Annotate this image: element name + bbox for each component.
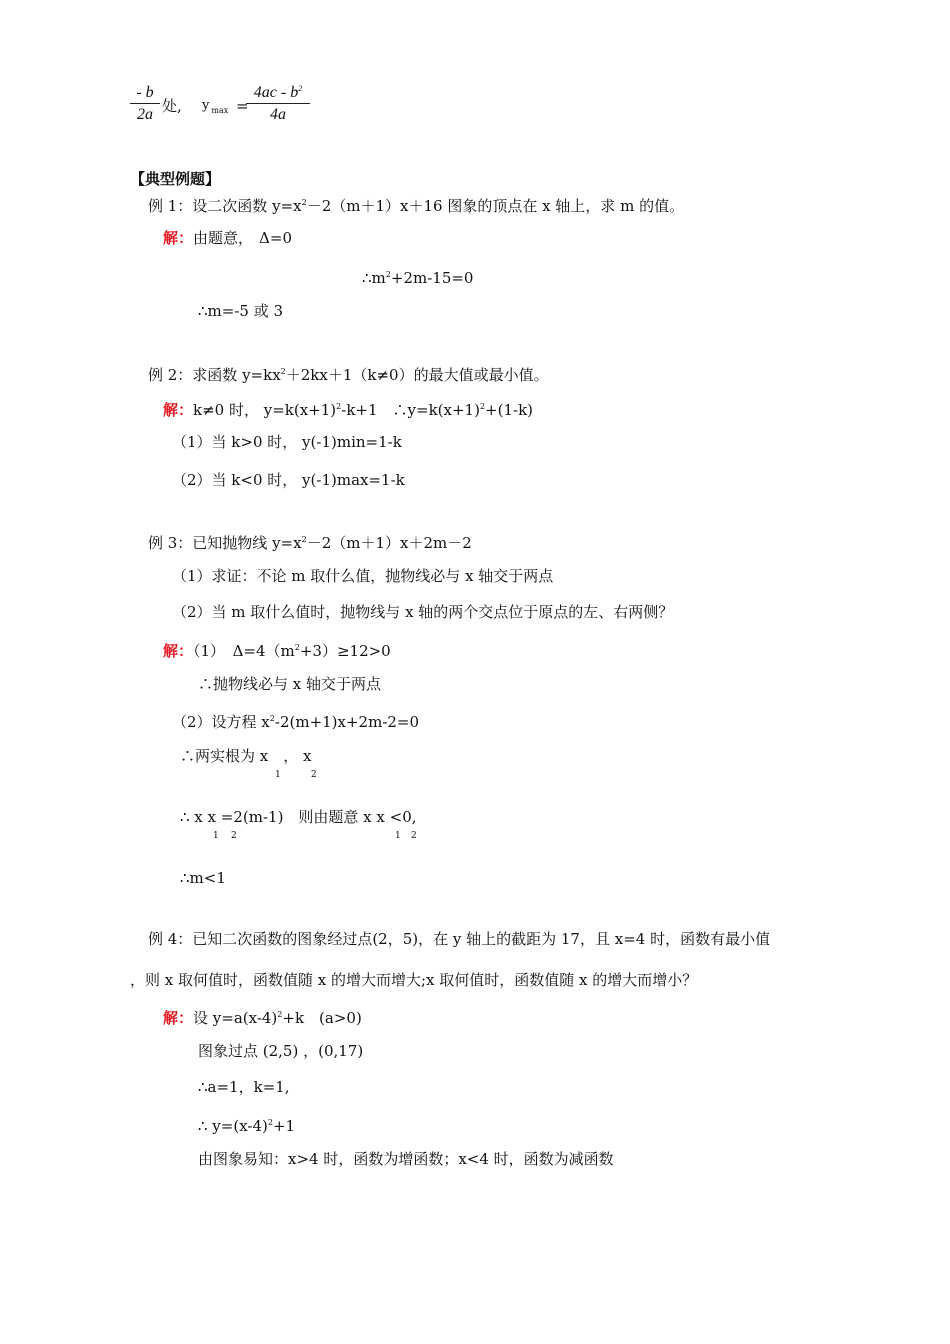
ex3-question-sup: 2 [301,535,307,544]
fraction-denominator: 2a [137,106,153,123]
ex1-line1-a: 由题意， [193,229,254,247]
chu-label: 处, [162,97,182,115]
section-title: 【典型例题】 [130,170,221,188]
ymax-sub: max [211,106,229,115]
ymax-equals: = [236,97,249,115]
ex3-a1-a: （1） [193,642,233,660]
example-3-part-2: （2）当 m 取什么值时，抛物线与 x 轴的两个交点位于原点的左、右两侧？ [172,603,674,621]
ex3-a1-c: +3）≥12>0 [299,642,391,660]
example-2-question [148,362,549,385]
ex3-a3-sup: 2 [269,714,275,723]
ex3-question-a: 例 3：已知抛物线 y=x [148,534,302,552]
example-1-solution-line-1 [163,228,292,248]
ex1-question-a: 例 1：设二次函数 y=x [148,197,302,215]
ex1-line2-a: ∴m [362,269,386,287]
delta-symbol: Δ [232,642,244,660]
ex2-question-sup: 2 [280,367,286,376]
ex2-line1-a: k≠0 时， y=k(x+1) [193,401,337,419]
subscript-2: 2 [411,831,417,841]
ex4-a1-b: +k (a>0) [282,1009,362,1027]
ex1-line1-b: =0 [269,229,292,247]
example-4-solution-line-1 [163,1005,362,1028]
ex3-a3-b: -2(m+1)x+2m-2=0 [274,713,420,731]
ex3-a3-a: （2）设方程 x [172,713,270,731]
subscript-2: 2 [231,831,237,841]
subscript-1: 1 [213,831,219,841]
fraction-numerator-sup: 2 [298,84,303,93]
example-1-question [148,193,684,216]
fraction-neg-b-over-2a [130,84,160,124]
example-3-solution-line-2: ∴抛物线必与 x 轴交于两点 [198,675,381,693]
fraction-numerator [246,84,310,104]
subscript-2: 2 [311,770,317,780]
ex4-a1-sup: 2 [277,1010,283,1019]
ex2-line1-b: -k+1 ∴y=k(x+1) [341,401,480,419]
fraction-numerator-text: 4ac - b [253,84,299,101]
ex4-a4-b: +1 [272,1117,296,1135]
example-4-solution-line-3: ∴a=1，k=1, [198,1078,290,1096]
fraction-denominator: 4a [270,106,286,123]
example-3-solution-line-4: ∴两实根为 x ， x [180,747,312,765]
example-1-solution-line-3: ∴m=-5 或 3 [198,302,284,320]
example-3-question [148,530,472,553]
ex2-line1-c: +(1-k) [485,401,534,419]
ex3-a1-sup: 2 [294,643,300,652]
example-2-solution-line-2: （1）当 k>0 时， y(-1)min=1-k [172,433,402,451]
ex1-line2-sup: 2 [385,270,391,279]
ex3-a1-b: =4（m [243,642,295,660]
subscript-1: 1 [395,831,401,841]
example-4-question-line-1: 例 4：已知二次函数的图象经过点(2，5)，在 y 轴上的截距为 17，且 x=4 时，函数有最小值 [148,930,771,948]
example-3-solution-line-1 [163,638,391,661]
ex1-question-sup: 2 [301,198,307,207]
example-4-solution-line-2: 图象过点 (2,5) ，(0,17) [198,1042,364,1060]
ex2-question-a: 例 2：求函数 y=kx [148,366,281,384]
ex2-line1-sup: 2 [336,402,342,411]
delta-symbol: Δ [259,229,270,247]
ymax-symbol [202,96,228,121]
example-1-solution-line-2 [362,265,473,288]
example-2-solution-line-1 [163,397,533,420]
solution-label: 解： [163,401,194,419]
ex2-question-b: ＋2kx＋1（k≠0）的最大值或最小值。 [285,366,549,384]
ymax-y: y [202,98,210,113]
example-3-solution-line-5: ∴ x x =2(m-1) 则由题意 x x <0, [180,808,417,826]
ex4-a1-a: 设 y=a(x-4) [193,1009,278,1027]
example-3-solution-line-3 [172,709,419,732]
ex4-a4-sup: 2 [267,1118,273,1127]
ex4-a4-a: ∴ y=(x-4) [198,1117,268,1135]
example-2-solution-line-3: （2）当 k<0 时， y(-1)max=1-k [172,471,405,489]
solution-label: 解： [163,642,194,660]
example-4-question-line-2: ，则 x 取何值时，函数值随 x 的增大而增大;x 取何值时，函数值随 x 的增大而增小？ [130,971,698,989]
fraction-4ac-b2-over-4a [246,84,310,124]
solution-label: 解： [163,229,194,247]
example-4-solution-line-4 [198,1113,295,1136]
example-3-part-1: （1）求证：不论 m 取什么值，抛物线必与 x 轴交于两点 [172,567,554,585]
example-4-solution-line-5: 由图象易知：x>4 时，函数为增函数；x<4 时，函数为减函数 [198,1150,614,1168]
ex1-line2-b: +2m-15=0 [390,269,474,287]
ex3-question-b: －2（m＋1）x＋2m－2 [306,534,472,552]
solution-label: 解： [163,1009,194,1027]
ex2-line1-sup2: 2 [479,402,486,411]
example-3-solution-line-6: ∴m<1 [180,869,226,887]
ex1-question-b: －2（m＋1）x＋16 图象的顶点在 x 轴上，求 m 的值。 [306,197,685,215]
subscript-1: 1 [275,770,281,780]
fraction-numerator: - b [130,84,160,104]
